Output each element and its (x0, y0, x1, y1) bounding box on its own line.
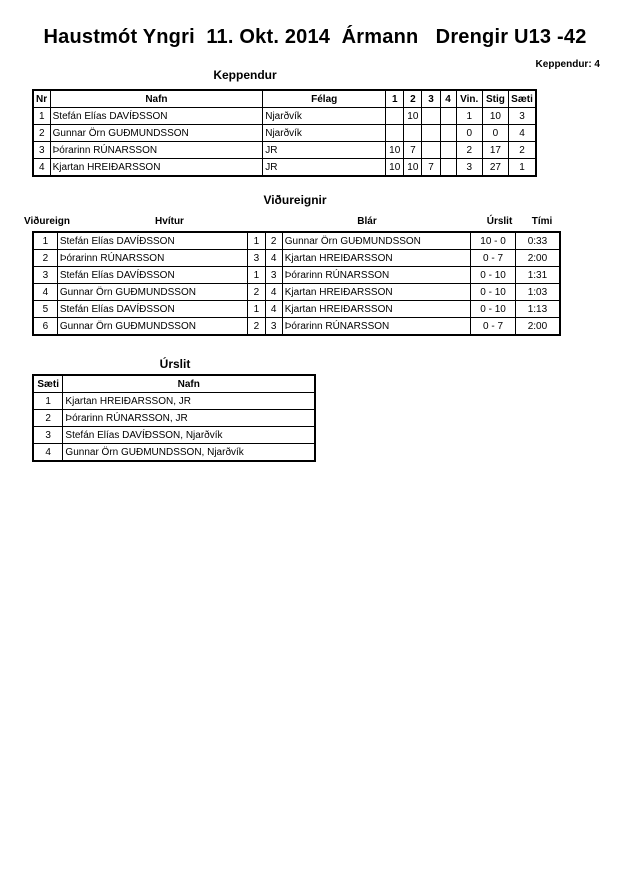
time-cell: 2:00 (515, 250, 560, 267)
club-cell: JR (263, 159, 386, 177)
col-name: Nafn (63, 375, 315, 393)
r3-cell (422, 125, 440, 142)
table-row (33, 159, 536, 177)
name-cell: Stefán Elías DAVÍÐSSON, Njarðvík (63, 427, 315, 444)
table-row (33, 232, 560, 250)
white-nr-cell: 2 (248, 318, 265, 336)
col-club: Félag (263, 90, 386, 108)
white-name-cell: Stefán Elías DAVÍÐSSON (57, 267, 248, 284)
nr-cell: 2 (33, 125, 50, 142)
wins-cell: 0 (456, 125, 482, 142)
r1-cell (386, 108, 404, 125)
blue-name-cell: Gunnar Örn GUÐMUNDSSON (282, 232, 471, 250)
r2-cell (404, 125, 422, 142)
results-heading: Úrslit (159, 357, 191, 371)
place-cell: 3 (33, 427, 63, 444)
time-cell: 1:03 (515, 284, 560, 301)
blue-name-cell: Kjartan HREIÐARSSON (282, 301, 471, 318)
blue-nr-cell: 4 (265, 250, 282, 267)
result-cell: 10 - 0 (471, 232, 516, 250)
table-row (33, 410, 315, 427)
name-cell: Þórarinn RÚNARSSON (50, 142, 263, 159)
white-nr-cell: 2 (248, 284, 265, 301)
table-row (33, 284, 560, 301)
club-cell: Njarðvík (263, 108, 386, 125)
col-points: Stig (482, 90, 508, 108)
col-nr: Nr (33, 90, 50, 108)
points-cell: 10 (482, 108, 508, 125)
col-r3: 3 (422, 90, 440, 108)
matches-header (22, 213, 562, 229)
white-nr-cell: 1 (248, 232, 265, 250)
points-cell: 27 (482, 159, 508, 177)
blue-nr-cell: 3 (265, 267, 282, 284)
club-cell: Njarðvík (263, 125, 386, 142)
r1-cell (386, 125, 404, 142)
table-row (33, 267, 560, 284)
time-cell: 1:31 (515, 267, 560, 284)
participants-count: Keppendur: 4 (535, 59, 600, 70)
blue-nr-cell: 4 (265, 301, 282, 318)
blue-name-cell: Þórarinn RÚNARSSON (282, 267, 471, 284)
table-row (33, 125, 536, 142)
table-row (33, 393, 315, 410)
col-r2: 2 (404, 90, 422, 108)
blue-name-cell: Kjartan HREIÐARSSON (282, 250, 471, 267)
col-match: Viðureign (24, 215, 70, 227)
r4-cell (440, 108, 456, 125)
name-cell: Stefán Elías DAVÍÐSSON (50, 108, 263, 125)
white-name-cell: Þórarinn RÚNARSSON (57, 250, 248, 267)
col-time: Tími (531, 215, 553, 227)
r1-cell: 10 (386, 142, 404, 159)
white-name-cell: Stefán Elías DAVÍÐSSON (57, 301, 248, 318)
wins-cell: 3 (456, 159, 482, 177)
blue-name-cell: Kjartan HREIÐARSSON (282, 284, 471, 301)
match-no-cell: 6 (33, 318, 57, 336)
name-cell: Gunnar Örn GUÐMUNDSSON (50, 125, 263, 142)
nr-cell: 4 (33, 159, 50, 177)
wins-cell: 2 (456, 142, 482, 159)
table-row (33, 427, 315, 444)
r2-cell: 7 (404, 142, 422, 159)
time-cell: 1:13 (515, 301, 560, 318)
r3-cell (422, 142, 440, 159)
points-cell: 0 (482, 125, 508, 142)
result-cell: 0 - 10 (471, 284, 516, 301)
col-white: Hvítur (155, 215, 184, 227)
place-cell: 1 (509, 159, 536, 177)
blue-name-cell: Þórarinn RÚNARSSON (282, 318, 471, 336)
table-row (33, 142, 536, 159)
white-name-cell: Gunnar Örn GUÐMUNDSSON (57, 318, 248, 336)
r4-cell (440, 159, 456, 177)
time-cell: 0:33 (515, 232, 560, 250)
table-row (33, 444, 315, 462)
r4-cell (440, 142, 456, 159)
matches-table (32, 231, 561, 336)
r3-cell: 7 (422, 159, 440, 177)
col-result: Úrslit (486, 215, 513, 227)
place-cell: 2 (33, 410, 63, 427)
club-cell: JR (263, 142, 386, 159)
col-r4: 4 (440, 90, 456, 108)
place-cell: 2 (509, 142, 536, 159)
table-row (33, 108, 536, 125)
time-cell: 2:00 (515, 318, 560, 336)
name-cell: Gunnar Örn GUÐMUNDSSON, Njarðvík (63, 444, 315, 462)
r2-cell: 10 (404, 108, 422, 125)
results-header-row (33, 375, 315, 393)
r4-cell (440, 125, 456, 142)
place-cell: 1 (33, 393, 63, 410)
blue-nr-cell: 3 (265, 318, 282, 336)
matches-heading: Viðureignir (263, 193, 327, 207)
name-cell: Kjartan HREIÐARSSON (50, 159, 263, 177)
match-no-cell: 2 (33, 250, 57, 267)
white-nr-cell: 1 (248, 267, 265, 284)
place-cell: 3 (509, 108, 536, 125)
blue-nr-cell: 4 (265, 284, 282, 301)
result-cell: 0 - 10 (471, 267, 516, 284)
r2-cell: 10 (404, 159, 422, 177)
white-name-cell: Gunnar Örn GUÐMUNDSSON (57, 284, 248, 301)
nr-cell: 3 (33, 142, 50, 159)
match-no-cell: 4 (33, 284, 57, 301)
results-table (32, 374, 316, 462)
name-cell: Kjartan HREIÐARSSON, JR (63, 393, 315, 410)
points-cell: 17 (482, 142, 508, 159)
competitors-table (32, 89, 537, 177)
match-no-cell: 3 (33, 267, 57, 284)
nr-cell: 1 (33, 108, 50, 125)
page-title: Haustmót Yngri 11. Okt. 2014 Ármann Drengir U13 -42 (43, 26, 587, 48)
col-name: Nafn (50, 90, 263, 108)
r3-cell (422, 108, 440, 125)
col-blue: Blár (357, 215, 377, 227)
result-cell: 0 - 7 (471, 250, 516, 267)
match-no-cell: 5 (33, 301, 57, 318)
wins-cell: 1 (456, 108, 482, 125)
result-cell: 0 - 7 (471, 318, 516, 336)
table-row (33, 301, 560, 318)
table-row (33, 250, 560, 267)
col-place: Sæti (509, 90, 536, 108)
match-no-cell: 1 (33, 232, 57, 250)
white-name-cell: Stefán Elías DAVÍÐSSON (57, 232, 248, 250)
place-cell: 4 (509, 125, 536, 142)
place-cell: 4 (33, 444, 63, 462)
col-r1: 1 (386, 90, 404, 108)
name-cell: Þórarinn RÚNARSSON, JR (63, 410, 315, 427)
result-cell: 0 - 10 (471, 301, 516, 318)
r1-cell: 10 (386, 159, 404, 177)
competitors-header-row (33, 90, 536, 108)
competitors-heading: Keppendur (213, 68, 277, 82)
col-wins: Vin. (456, 90, 482, 108)
table-row (33, 318, 560, 336)
white-nr-cell: 3 (248, 250, 265, 267)
white-nr-cell: 1 (248, 301, 265, 318)
blue-nr-cell: 2 (265, 232, 282, 250)
col-place: Sæti (33, 375, 63, 393)
